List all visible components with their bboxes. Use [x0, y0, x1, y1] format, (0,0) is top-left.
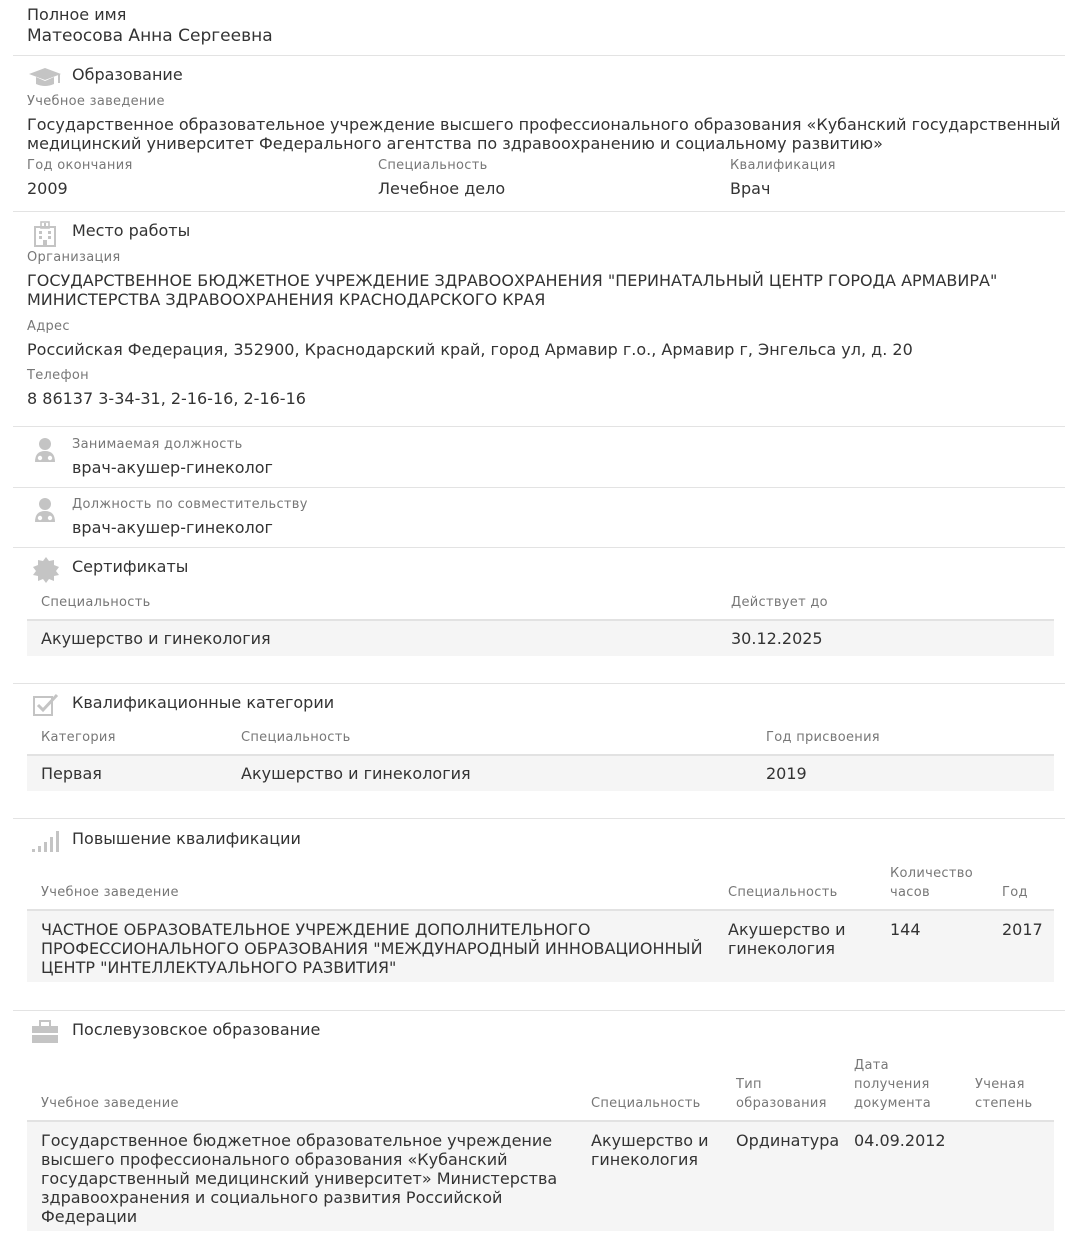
divider — [13, 1010, 1065, 1011]
education-institution: Государственное образовательное учреждение высшего профессионального образования «Кубанский государственный медицинский университет Федерального агентства по здравоохранению и социальному развитию» — [27, 115, 1061, 153]
training-header-hours: Количество часов — [890, 866, 973, 900]
categories-title: Квалификационные категории — [72, 693, 335, 712]
certificates-title: Сертификаты — [72, 557, 189, 576]
training-year: 2017 — [1002, 920, 1043, 939]
postgrad-title: Послевузовское образование — [72, 1020, 321, 1039]
divider — [13, 683, 1065, 684]
divider — [13, 547, 1065, 548]
checkbox-checked-icon — [33, 693, 59, 717]
combined-position-value: врач-акушер-гинеколог — [72, 518, 273, 537]
certificates-header-specialty: Специальность — [41, 595, 151, 610]
education-qualification-label: Квалификация — [730, 158, 836, 173]
category-year: 2019 — [766, 764, 807, 783]
workplace-phone: 8 86137 3-34-31, 2-16-16, 2-16-16 — [27, 389, 306, 408]
workplace-title: Место работы — [72, 221, 191, 240]
postgrad-header-degree: Ученая степень — [975, 1077, 1033, 1111]
table-row — [27, 1120, 1054, 1231]
position-label: Занимаемая должность — [72, 437, 243, 452]
postgrad-header-date: Дата получения документа — [854, 1058, 932, 1111]
categories-header-category: Категория — [41, 730, 116, 745]
categories-header-specialty: Специальность — [241, 730, 351, 745]
postgrad-type: Ординатура — [736, 1131, 840, 1150]
training-header-specialty: Специальность — [728, 885, 838, 900]
education-title: Образование — [72, 65, 183, 84]
signal-bars-icon — [31, 829, 61, 853]
education-institution-label: Учебное заведение — [27, 94, 165, 109]
certificate-specialty: Акушерство и гинекология — [41, 629, 271, 648]
table-row — [27, 909, 1054, 982]
postgrad-date: 04.09.2012 — [854, 1131, 946, 1150]
education-year-label: Год окончания — [27, 158, 133, 173]
training-title: Повышение квалификации — [72, 829, 301, 848]
workplace-address-label: Адрес — [27, 319, 70, 334]
doctor-icon — [33, 497, 57, 523]
training-header-year: Год — [1002, 885, 1028, 900]
workplace-org: ГОСУДАРСТВЕННОЕ БЮДЖЕТНОЕ УЧРЕЖДЕНИЕ ЗДРАВООХРАНЕНИЯ "ПЕРИНАТАЛЬНЫЙ ЦЕНТР ГОРОДА АРМАВИРА" МИНИСТЕРСТВА ЗДРАВООХРАНЕНИЯ КРАСНОДАРСКОГО КРАЯ — [27, 271, 998, 309]
certificates-header-valid-until: Действует до — [731, 595, 828, 610]
workplace-address: Российская Федерация, 352900, Краснодарский край, город Армавир г.о., Армавир г, Энгельса ул, д. 20 — [27, 340, 913, 359]
postgrad-header-institution: Учебное заведение — [41, 1096, 179, 1111]
education-specialty-label: Специальность — [378, 158, 488, 173]
table-row — [27, 619, 1054, 656]
combined-position-label: Должность по совместительству — [72, 497, 308, 512]
categories-header-year: Год присвоения — [766, 730, 880, 745]
certificate-valid-until: 30.12.2025 — [731, 629, 823, 648]
category-specialty: Акушерство и гинекология — [241, 764, 471, 783]
doctor-icon — [33, 437, 57, 463]
training-institution: ЧАСТНОЕ ОБРАЗОВАТЕЛЬНОЕ УЧРЕЖДЕНИЕ ДОПОЛНИТЕЛЬНОГО ПРОФЕССИОНАЛЬНОГО ОБРАЗОВАНИЯ "МЕЖДУНАРОДНЫЙ ИННОВАЦИОННЫЙ ЦЕНТР "ИНТЕЛЛЕКТУАЛЬНОГО РАЗВИТИЯ" — [41, 920, 703, 977]
divider — [13, 55, 1065, 56]
full-name-label: Полное имя — [27, 5, 127, 24]
briefcase-icon — [31, 1020, 59, 1044]
training-specialty: Акушерство и гинекология — [728, 920, 846, 958]
table-row — [27, 754, 1054, 791]
postgrad-specialty: Акушерство и гинекология — [591, 1131, 709, 1169]
postgrad-header-specialty: Специальность — [591, 1096, 701, 1111]
workplace-org-label: Организация — [27, 250, 121, 265]
full-name-value: Матеосова Анна Сергеевна — [27, 26, 273, 46]
education-qualification: Врач — [730, 179, 771, 198]
workplace-phone-label: Телефон — [27, 368, 89, 383]
hospital-building-icon — [33, 221, 57, 247]
postgrad-institution: Государственное бюджетное образовательное учреждение высшего профессионального образования «Кубанский государственный медицинский университет» Министерства здравоохранения и социального развития Российской Федерации — [41, 1131, 558, 1226]
education-year: 2009 — [27, 179, 68, 198]
training-header-institution: Учебное заведение — [41, 885, 179, 900]
postgrad-header-type: Тип образования — [736, 1077, 827, 1111]
certificate-seal-icon — [33, 557, 59, 583]
graduation-cap-icon — [27, 65, 63, 89]
education-specialty: Лечебное дело — [378, 179, 506, 198]
divider — [13, 426, 1065, 427]
divider — [13, 818, 1065, 819]
divider — [13, 211, 1065, 212]
divider — [13, 487, 1065, 488]
category-name: Первая — [41, 764, 102, 783]
position-value: врач-акушер-гинеколог — [72, 458, 273, 477]
training-hours: 144 — [890, 920, 921, 939]
